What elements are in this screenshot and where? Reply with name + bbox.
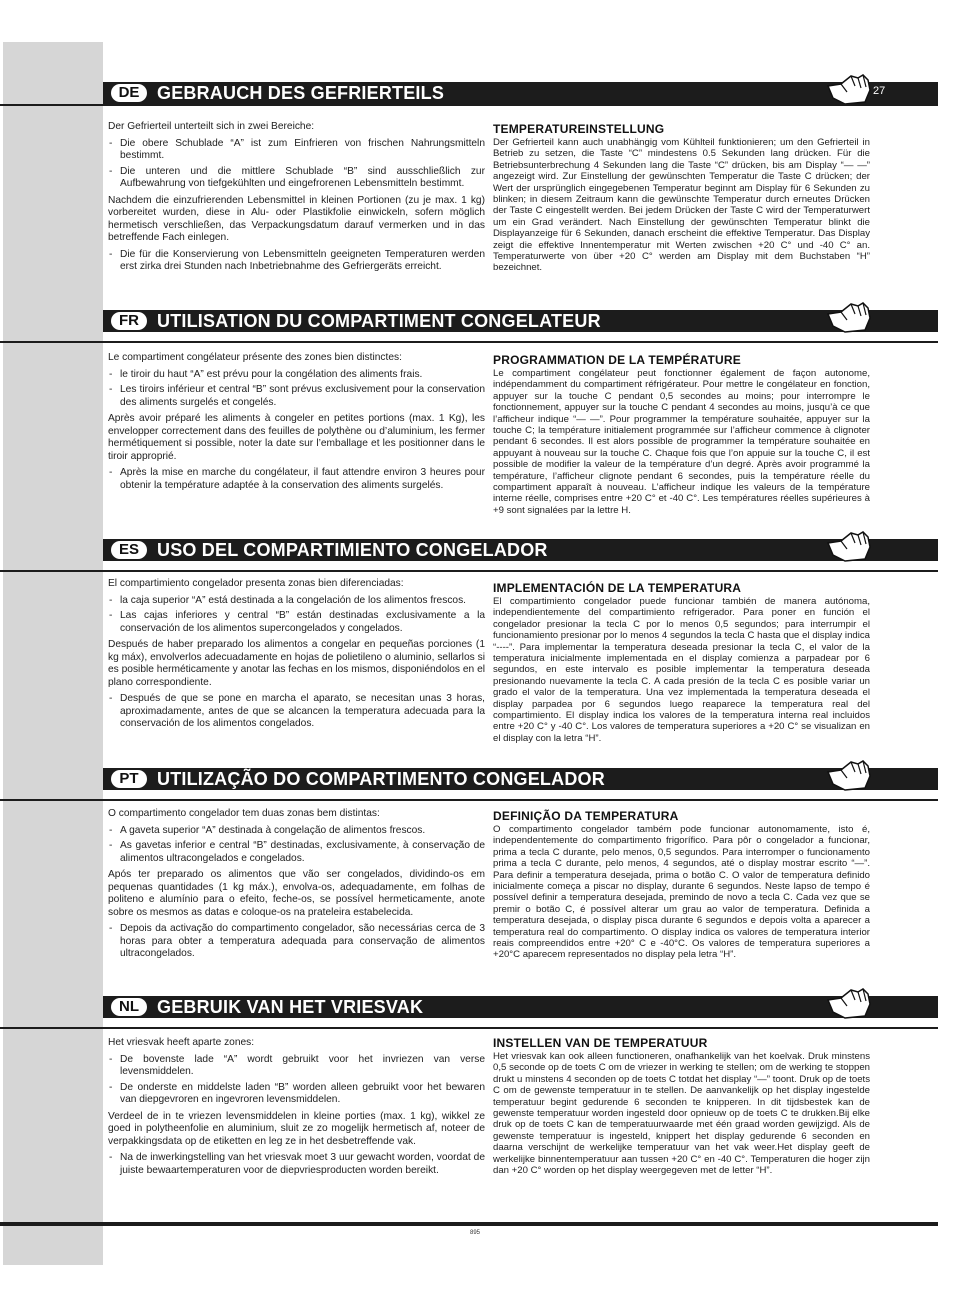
right-column [493,353,870,520]
list-item: - Après la mise en marche du congélateur, il faut attendre environ 3 heures pour obtenir la température adaptée à la conservation des aliments surgelés. [108,467,485,492]
section-divider [0,799,938,801]
left-column [108,808,485,965]
section-title: GEBRAUCH DES GEFRIERTEILS [157,83,445,103]
right-column [493,1036,870,1180]
subsection-heading: PROGRAMMATION DE LA TEMPÉRATURE [493,353,741,367]
subsection-heading: DEFINIÇÃO DA TEMPERATURA [493,809,679,823]
bullet-list [108,923,485,961]
bullet-list [108,693,485,731]
bullet-list [108,595,485,636]
temperature-instructions: Der Gefrierteil kann auch unabhängig vom Kühlteil funktionieren; um den Gefrierteil in Betrieb zu setzen, die Taste “C” mindestens 0.5 Sekunden lang drücken. Für die Betriebsunterbrechung 4 Sekunden lang die Taste “C” drücken, bis am Display “— —” angezeigt wird. Zur Einstellung der gewünschten Temperatur die Taste C drücken; der Wert der ursprünglich eingegebenen Temperatur beginnt am Display für 6 Sekunden zu blinken; in diesem Zeitraum kann die gewünschte Temperatur durch erneutes Drücken der Taste C eingestellt werden. Bei jedem Drücken der Taste C wird der Temperaturwert um ein Grad verändert. Nach Einstellung der gewünschten Temperatur blinkt die Displayanzeige für 6 Sekunden, danach erscheint die effektive Temperatur. Das Display zeigt die effektive Innentemperatur mit Werten zwischen +20 C° und -40 C° an. Temperaturwerte von über +20 C° werden am Display mit dem Buchstaben “H” bezeichnet. [493,137,870,274]
right-column [493,581,870,748]
list-item: - De onderste en middelste laden “B” worden alleen gebruikt voor het bewaren van diepgevroren en ingevroren levensmiddelen. [108,1082,485,1107]
bullet-list [108,1152,485,1177]
temperature-instructions: El compartimiento congelador puede funcionar también de manera autónoma, independientemente del compartimiento refrigerador. Para poner en función el congelador presionar la tecla C por lo menos 0,5 segundos; para interrumpir el funcionamiento presionar por lo menos 4 segundos la tecla C hasta que el display indica “----”. Para implementar la temperatura deseada presionar la tecla C, el valor de la temperatura inicialmente implementada en el display comienza a parpadear por 6 segundos, en este intervalo es posible implementar la temperatura deseada presionando nuevamente la tecla C. A cada presión de la tecla C es posible variar un grado el valor de la temperatura. Una vez implementada la temperatura deseada el display parpadea por 6 segundos luego reaparece la temperatura real del compartimiento. El display indica los valores de la temperatura interna real incluidos entre +20 C° y -40 C°. Los valores de temperatura superiores a +20 C° se visualizan en el display con la letra “H”. [493,596,870,744]
section-header-bar [103,539,938,561]
section-header-bar [103,310,938,332]
list-item: - Die unteren und die mittlere Schublade “B” sind ausschließlich zur Aufbewahrung von tiefgekühlten und eingefrorenen Lebensmitteln bestimmt. [108,166,485,191]
list-item: - le tiroir du haut “A” est prévu pour la congélation des aliments frais. [108,369,485,382]
hand-icon [825,529,873,563]
subsection-heading: IMPLEMENTACIÓN DE LA TEMPERATURA [493,581,742,595]
list-item: - Die für die Konservierung von Lebensmitteln geeigneten Temperaturen werden erst zirka drei Stunden nach Inbetriebnahme des Gefriergeräts erreicht. [108,249,485,274]
hand-icon [825,758,873,792]
list-item: - As gavetas inferior e central “B” destinadas, exclusivamente, à conservação de alimentos ultracongelados e congelados. [108,840,485,865]
body-paragraph: Verdeel de in te vriezen levensmiddelen in kleine porties (max. 1 kg), wikkel ze goed in polytheenfolie en aluminium, sluit ze zo mogelijk hermetisch af, noteer de verpakkingsdata op de etiketten en leg ze in het desbetreffende vak. [108,1110,485,1147]
list-item: - Na de inwerkingstelling van het vriesvak moet 3 uur gewacht worden, voordat de juiste bewaartemperaturen voor de diepvriesproducten worden bereikt. [108,1152,485,1177]
left-column [108,121,485,278]
hand-icon [825,300,873,334]
section-header-bar [103,82,938,104]
section-divider [0,1027,938,1029]
hand-icon [825,986,873,1020]
body-paragraph: Après avoir préparé les aliments à congeler en petites portions (max. 1 Kg), les envelopper correctement dans des feuilles de polythène ou d’aluminium, les fermer hermétiquement si possible, noter la date sur l’emballage et les positionner dans le tiroir approprié. [108,413,485,462]
intro-text: Der Gefrierteil unterteilt sich in zwei Bereiche: [108,121,315,132]
section-divider [0,570,938,572]
bullet-list [108,138,485,191]
list-item: - Depois da activação do compartimento congelador, são necessárias cerca de 3 horas para obter a temperatura adequada para conservação de alimentos ultracongelados. [108,923,485,961]
temperature-instructions: Le compartiment congélateur peut fonctionner également de façon autonome, indépendamment du compartiment réfrigérateur. Pour mettre le congélateur en fonction, appuyer sur la touche C pendant 0,5 secondes au moins; pour interrompre le fonctionnement, appuyer sur la touche C pendant 4 secondes au moins, jusqu’à ce que l’afficheur indique “— —”. Pour programmer la température souhaitée, appuyer sur la touche C; la température initialement programmée sur l’afficheur commence à clignoter pendant 6 secondes. Il est alors possible de programmer la température souhaitée en appuyant à nouveau sur la touche C. Chaque fois que l’on appuie sur la touche C, il est possible de modifier la valeur de la température d’un degré. Après avoir programmé la température, l’afficheur clignote pendant 6 secondes, puis la température réelle du compartiment apparaît à nouveau. L’afficheur indique les valeurs de la température interne réelle, comprises entre +20 C° et -40 C°. Les températures réelles supérieures à +9 sont signalées par la lettre H. [493,368,870,516]
bullet-list [108,1054,485,1107]
section-header-bar [103,768,938,790]
bullet-list [108,467,485,492]
section-title: USO DEL COMPARTIMIENTO CONGELADOR [157,540,548,560]
left-column [108,352,485,496]
list-item: - Las cajas inferiores y central “B” están destinadas exclusivamente a la conservación de los alimentos supercongelados y congelados. [108,610,485,635]
hand-icon [825,72,873,106]
right-column [493,809,870,965]
list-item: - Después de que se pone en marcha el aparato, se necesitan unas 3 horas, aproximadamente, antes de que se alcancen la temperatura adecuada para la conservación de los alimentos congelados. [108,693,485,731]
intro-text: Le compartiment congélateur présente des zones bien distinctes: [108,352,402,363]
list-item: - De bovenste lade “A” wordt gebruikt voor het invriezen van verse levensmiddelen. [108,1054,485,1079]
section-header-bar [103,996,938,1018]
list-item: - Die obere Schublade “A” ist zum Einfrieren von frischen Nahrungsmitteln bestimmt. [108,138,485,163]
intro-text: Het vriesvak heeft aparte zones: [108,1037,255,1048]
section-title: GEBRUIK VAN HET VRIESVAK [157,997,424,1017]
section-title: UTILIZAÇÃO DO COMPARTIMENTO CONGELADOR [157,769,605,789]
language-badge: NL [111,998,147,1016]
section-title: UTILISATION DU COMPARTIMENT CONGELATEUR [157,311,601,331]
page-number: 27 [873,85,886,97]
bullet-list [108,369,485,410]
section-divider [0,104,938,106]
list-item: - la caja superior “A” está destinada a la congelación de los alimentos frescos. [108,595,485,608]
footer-code: 895 [470,1230,481,1236]
body-paragraph: Após ter preparado os alimentos que vão ser congelados, dividindo-os em pequenas quantidades (1 kg máx.), envolva-os, adequadamente, em folhas de politeno e alumínio para o efeito, feche-os, se possível hermeticamente, anote sobre os mesmos as datas e coloque-os na prateleira estabelecida. [108,869,485,918]
bottom-rule [0,1222,938,1226]
list-item: - A gaveta superior “A” destinada à congelação de alimentos frescos. [108,825,485,838]
list-item: - Les tiroirs inférieur et central “B” sont prévus exclusivement pour la conservation des aliments surgelés et congelés. [108,384,485,409]
left-column [108,578,485,735]
right-column [493,122,870,278]
language-badge: PT [111,770,147,788]
body-paragraph: Después de haber preparado los alimentos a congelar en pequeñas porciones (1 kg máx), envolverlos adecuadamente en hojas de polietileno o aluminio, sellarlos si es posible herméticamente y anotar las fechas en los mismos, disponiéndolos en el plano correspondiente. [108,639,485,688]
temperature-instructions: Het vriesvak kan ook alleen functioneren, onafhankelijk van het koelvak. Druk minstens 0,5 seconde op de toets C om de vriezer in werking te stellen; om de werking te stoppen drukt u minstens 4 seconden op de toets C totdat het display “—” toont. Druk op de toets C om de gewenste temperatuur in te stellen. De aanvankelijk op het display ingestelde temperatuur begint gedurende 6 seconden te knipperen. In dit tijdsbestek kan de gewenste temperatuur worden ingesteld door opnieuw op de toets C te drukken.Bij elke druk op de toets C kan de temperatuurwaarde met één graad worden gewijzigd. Als de gewenste temperatuur is ingesteld, knippert het display gedurende 6 seconden en daarna verschijnt de werkelijke temperatuur van het vak weer.Het display geeft de werkelijke binnentemperatuur aan tussen +20 C° en -40 C°. Temperaturen die hoger zijn dan +20 C° worden op het display weergegeven met de letter “H”. [493,1051,870,1177]
language-badge: ES [111,541,147,559]
subsection-heading: TEMPERATUREINSTELLUNG [493,122,665,136]
bullet-list [108,825,485,866]
bullet-list [108,249,485,274]
section-divider [0,341,938,343]
left-margin-band [3,42,103,1265]
left-column [108,1037,485,1181]
language-badge: FR [111,312,147,330]
temperature-instructions: O compartimento congelador também pode funcionar autonomamente, isto é, independentemente do compartimento frigorífico. Para pôr o congelador a funcionar, prima a tecla C durante, pelo menos, 0,5 segundos. Para interromper o funcionamento prima a tecla C durante, pelo menos, 4 segundos, até o display mostrar escrito “—”. Para definir a temperatura desejada, prima o botão C. O valor de temperatura definido inicialmente começa a piscar no display, durante 6 segundos. Neste lapso de tempo é possível definir a temperatura desejada, premindo de novo a tecla C. Cada vez que se premir o botão C, é possível alterar um grau ao valor de temperatura. Definida a temperatura desejada, o display pisca durante 6 segundos e depois volta a aparecer a temperatura real do compartimento. O display indica os valores de temperatura interior reais compreendidos entre +20° C e -40°C. Os valores de temperatura superiores a +20°C aparecem representados no display pela letra “H”. [493,824,870,961]
language-badge: DE [111,84,147,102]
subsection-heading: INSTELLEN VAN DE TEMPERATUUR [493,1036,708,1050]
intro-text: O compartimento congelador tem duas zonas bem distintas: [108,808,380,819]
intro-text: El compartimiento congelador presenta zonas bien diferenciadas: [108,578,404,589]
body-paragraph: Nachdem die einzufrierenden Lebensmittel in kleinen Portionen (zu je max. 1 kg) vorbereitet wurden, diese in Alu- oder Plastikfolie einwickeln, sofern möglich hermetisch verschließen, das Verpackungsdatum darauf vermerken und in das betreffende Fach einlegen. [108,194,485,243]
